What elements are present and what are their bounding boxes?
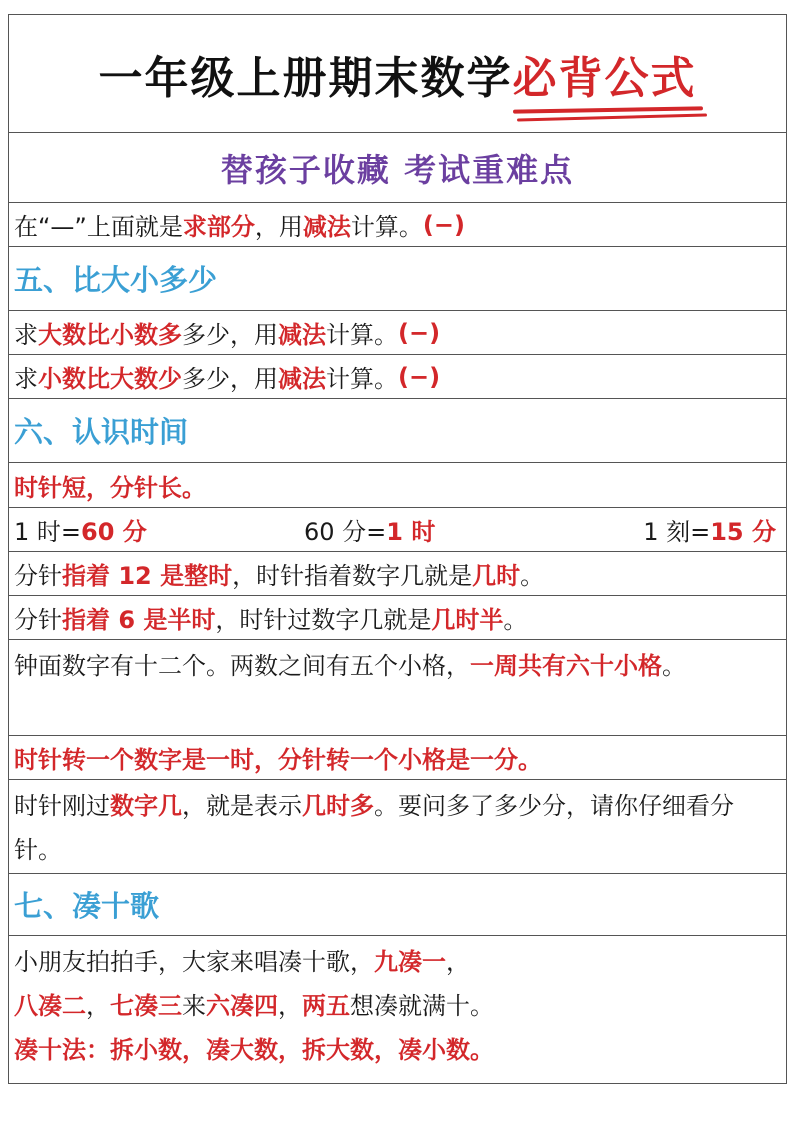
- text: 计算。: [350, 213, 423, 241]
- text: ，: [446, 948, 470, 976]
- text: 1 刻=: [643, 518, 711, 546]
- text: 60 分=: [304, 518, 387, 546]
- rule-row-6d: [9, 596, 786, 640]
- text: 。要问多了多少分，请你仔细看分针。: [14, 792, 734, 864]
- highlight: 指着 6 是半时: [62, 606, 216, 634]
- subtitle-row: [9, 133, 786, 203]
- operator-badge: (−): [398, 318, 441, 347]
- text: 。: [503, 606, 528, 634]
- highlight: 减法: [278, 321, 326, 349]
- highlight: 小数比大数少: [38, 365, 182, 393]
- title-main: 一年级上册期末数学: [98, 52, 513, 104]
- highlight: 减法: [302, 213, 351, 241]
- text: 计算。: [326, 321, 398, 349]
- song-line-2: [14, 984, 781, 1028]
- text: 。: [662, 652, 686, 680]
- section-heading-6: [9, 399, 786, 463]
- text: 小朋友拍拍手，大家来唱凑十歌，: [14, 948, 374, 976]
- rule-row-6a: [9, 463, 786, 508]
- highlight: 一周共有六十小格: [470, 652, 662, 680]
- highlight: 指着 12 是整时: [62, 562, 233, 590]
- song-line-3: [14, 1028, 781, 1072]
- rule-row-5b: [9, 355, 786, 399]
- section-heading-5: [9, 247, 786, 311]
- text: 在“—”上面就是: [14, 213, 183, 241]
- rule-row-7: [9, 936, 786, 1084]
- title-row: [9, 15, 786, 133]
- text: 1 时=: [14, 518, 82, 546]
- formula-sheet: [8, 14, 787, 1084]
- operator-badge: (−): [422, 210, 465, 239]
- title-accent: 必背公式: [513, 42, 697, 106]
- highlight: 两五: [302, 992, 350, 1020]
- highlight: 15 分: [710, 518, 776, 546]
- rule-row-6e: [9, 640, 786, 736]
- highlight: 几时: [472, 562, 521, 590]
- highlight: 数字几: [110, 792, 182, 820]
- text: 想凑就满十。: [350, 992, 494, 1020]
- highlight: 几时多: [302, 792, 374, 820]
- text: 分针: [14, 562, 62, 590]
- highlight: 60 分: [81, 518, 147, 546]
- unit-minutes-hour: [304, 512, 624, 547]
- page-title: [99, 42, 697, 106]
- text: ，: [86, 992, 110, 1020]
- operator-badge: (−): [398, 362, 441, 391]
- text: 时针转一个数字是一时，分针转一个小格是一分。: [14, 746, 542, 774]
- text: 求: [14, 365, 38, 393]
- text: 求: [14, 321, 38, 349]
- rule-row-6f: [9, 736, 786, 780]
- text: 。: [520, 562, 545, 590]
- highlight: 减法: [278, 365, 326, 393]
- rule-row-6c: [9, 552, 786, 596]
- text: ，: [278, 992, 302, 1020]
- highlight: 1 时: [386, 518, 436, 546]
- text: 来: [182, 992, 206, 1020]
- unit-quarter: [624, 512, 776, 547]
- rule-row-5a: [9, 311, 786, 355]
- highlight: 六凑四: [206, 992, 278, 1020]
- highlight: 七凑三: [110, 992, 182, 1020]
- text: 凑十法：拆小数，凑大数，拆大数，凑小数。: [14, 1036, 494, 1064]
- section-title: 六、认识时间: [14, 415, 189, 449]
- text: ，时针指着数字几就是: [232, 562, 473, 590]
- highlight: 八凑二: [14, 992, 86, 1020]
- rule-row-6g: [9, 780, 786, 874]
- text: ，用: [254, 213, 303, 241]
- text: 多少，用: [182, 321, 278, 349]
- text: 计算。: [326, 365, 398, 393]
- time-units-row: [9, 508, 786, 552]
- section-title: 五、比大小多少: [14, 263, 218, 297]
- song-line-1: [14, 940, 781, 984]
- text: 分针: [14, 606, 62, 634]
- text: ，时针过数字几就是: [215, 606, 432, 634]
- text: 多少，用: [182, 365, 278, 393]
- text: 时针刚过: [14, 792, 110, 820]
- highlight: 大数比小数多: [38, 321, 182, 349]
- section-heading-7: [9, 874, 786, 936]
- text: 时针短，分针长。: [14, 473, 206, 502]
- unit-hour-minutes: [14, 512, 304, 547]
- rule-row-top: [9, 203, 786, 247]
- text: 钟面数字有十二个。两数之间有五个小格，: [14, 652, 470, 680]
- highlight: 九凑一: [374, 948, 446, 976]
- subtitle: 替孩子收藏 考试重难点: [220, 150, 575, 189]
- highlight: 几时半: [431, 606, 504, 634]
- section-title: 七、凑十歌: [14, 889, 160, 923]
- text: ，就是表示: [182, 792, 302, 820]
- highlight: 求部分: [182, 213, 255, 241]
